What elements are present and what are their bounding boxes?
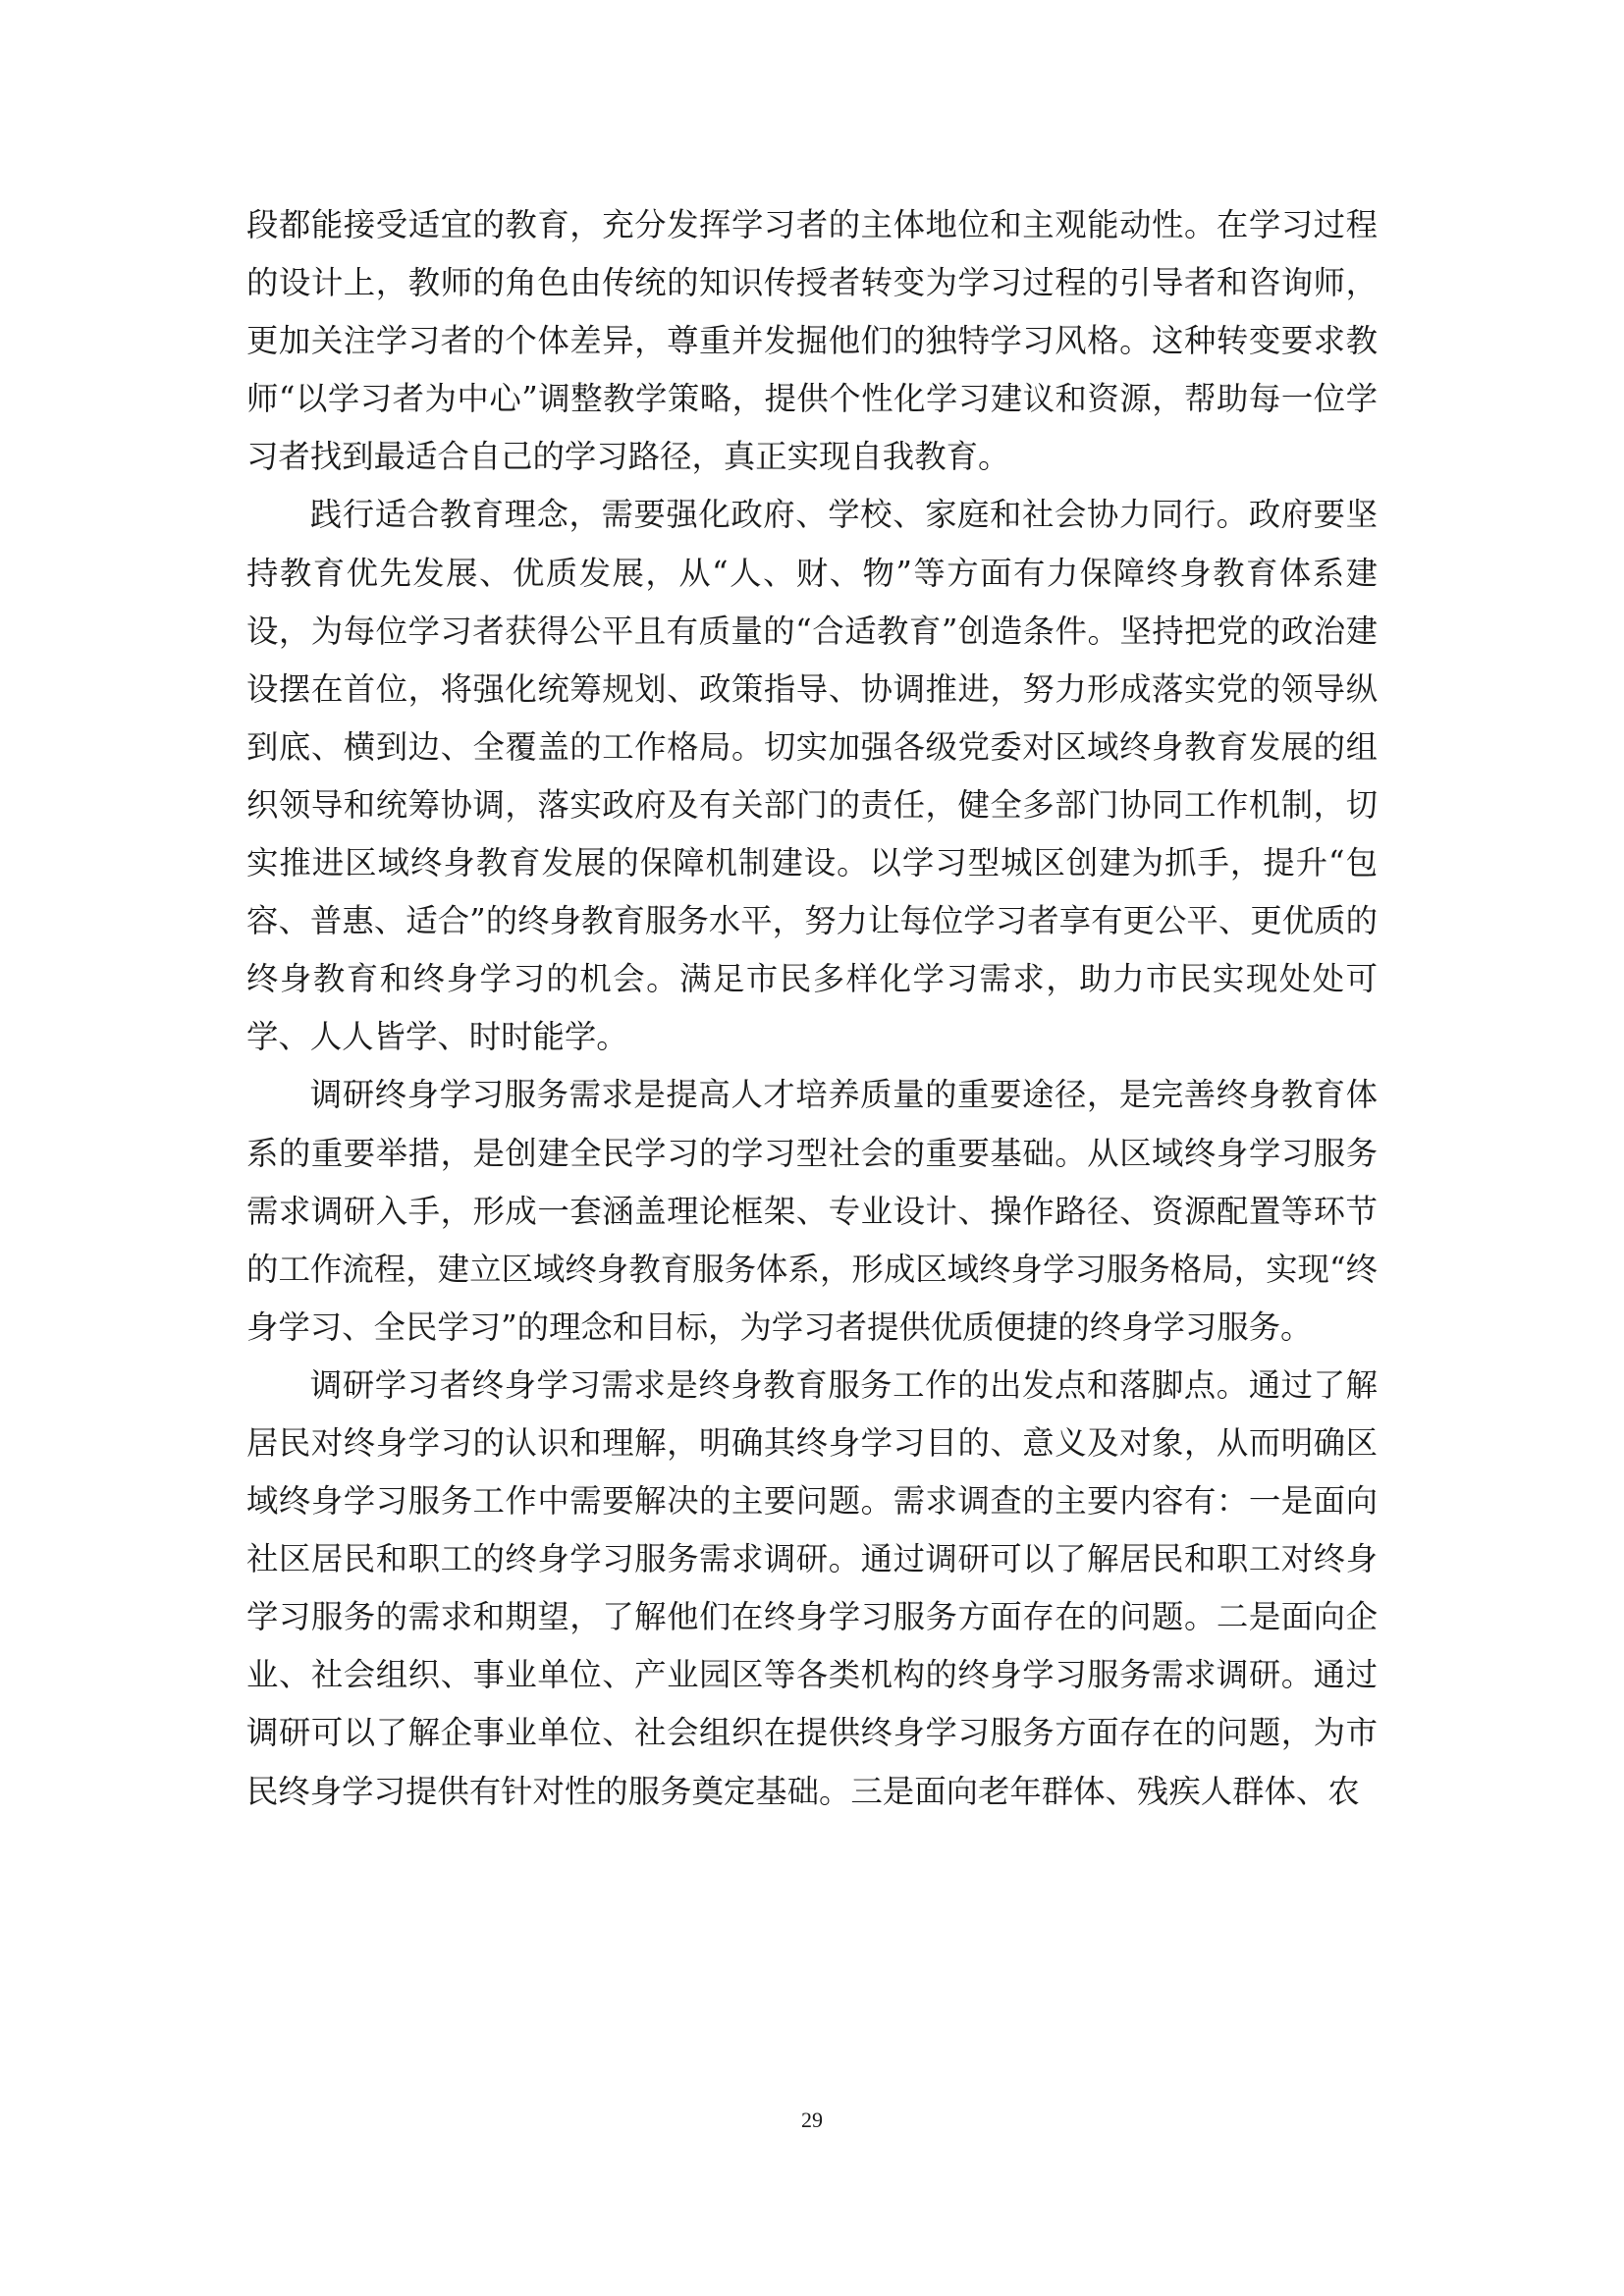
body-text (246, 196, 1378, 1821)
paragraph-service-demand-research: 调研终身学习服务需求是提高人才培养质量的重要途径，是完善终身教育体系的重要举措，是创建全民学习的学习型社会的重要基础。从区域终身学习服务需求调研入手，形成一套涵盖理论框架、专业设计、操作路径、资源配置等环节的工作流程，建立区域终身教育服务体系，形成区域终身学习服务格局，实现“终身学习、全民学习”的理念和目标，为学习者提供优质便捷的终身学习服务。 (246, 1076, 1378, 1346)
paragraph-continued: 段都能接受适宜的教育，充分发挥学习者的主体地位和主观能动性。在学习过程的设计上，教师的角色由传统的知识传授者转变为学习过程的引导者和咨询师，更加关注学习者的个体差异，尊重并发掘他们的独特学习风格。这种转变要求教师“以学习者为中心”调整教学策略，提供个性化学习建议和资源，帮助每一位学习者找到最适合自己的学习路径，真正实现自我教育。 (246, 206, 1378, 476)
page-number: 29 (801, 2108, 823, 2132)
paragraph-learner-needs-survey: 调研学习者终身学习需求是终身教育服务工作的出发点和落脚点。通过了解居民对终身学习的认识和理解，明确其终身学习目的、意义及对象，从而明确区域终身学习服务工作中需要解决的主要问题。需求调查的主要内容有：一是面向社区居民和职工的终身学习服务需求调研。通过调研可以了解居民和职工对终身学习服务的需求和期望，了解他们在终身学习服务方面存在的问题。二是面向企业、社会组织、事业单位、产业园区等各类机构的终身学习服务需求调研。通过调研可以了解企事业单位、社会组织在提供终身学习服务方面存在的问题，为市民终身学习提供有针对性的服务奠定基础。三是面向老年群体、残疾人群体、农 (246, 1365, 1378, 1810)
paragraph-government-cooperation: 践行适合教育理念，需要强化政府、学校、家庭和社会协力同行。政府要坚持教育优先发展、优质发展，从“人、财、物”等方面有力保障终身教育体系建设，为每位学习者获得公平且有质量的“合适教育”创造条件。坚持把党的政治建设摆在首位，将强化统筹规划、政策指导、协调推进，努力形成落实党的领导纵到底、横到边、全覆盖的工作格局。切实加强各级党委对区域终身教育发展的组织领导和统筹协调，落实政府及有关部门的责任，健全多部门协同工作机制，切实推进区域终身教育发展的保障机制建设。以学习型城区创建为抓手，提升“包容、普惠、适合”的终身教育服务水平，努力让每位学习者享有更公平、更优质的终身教育和终身学习的机会。满足市民多样化学习需求，助力市民实现处处可学、人人皆学、时时能学。 (246, 496, 1378, 1056)
